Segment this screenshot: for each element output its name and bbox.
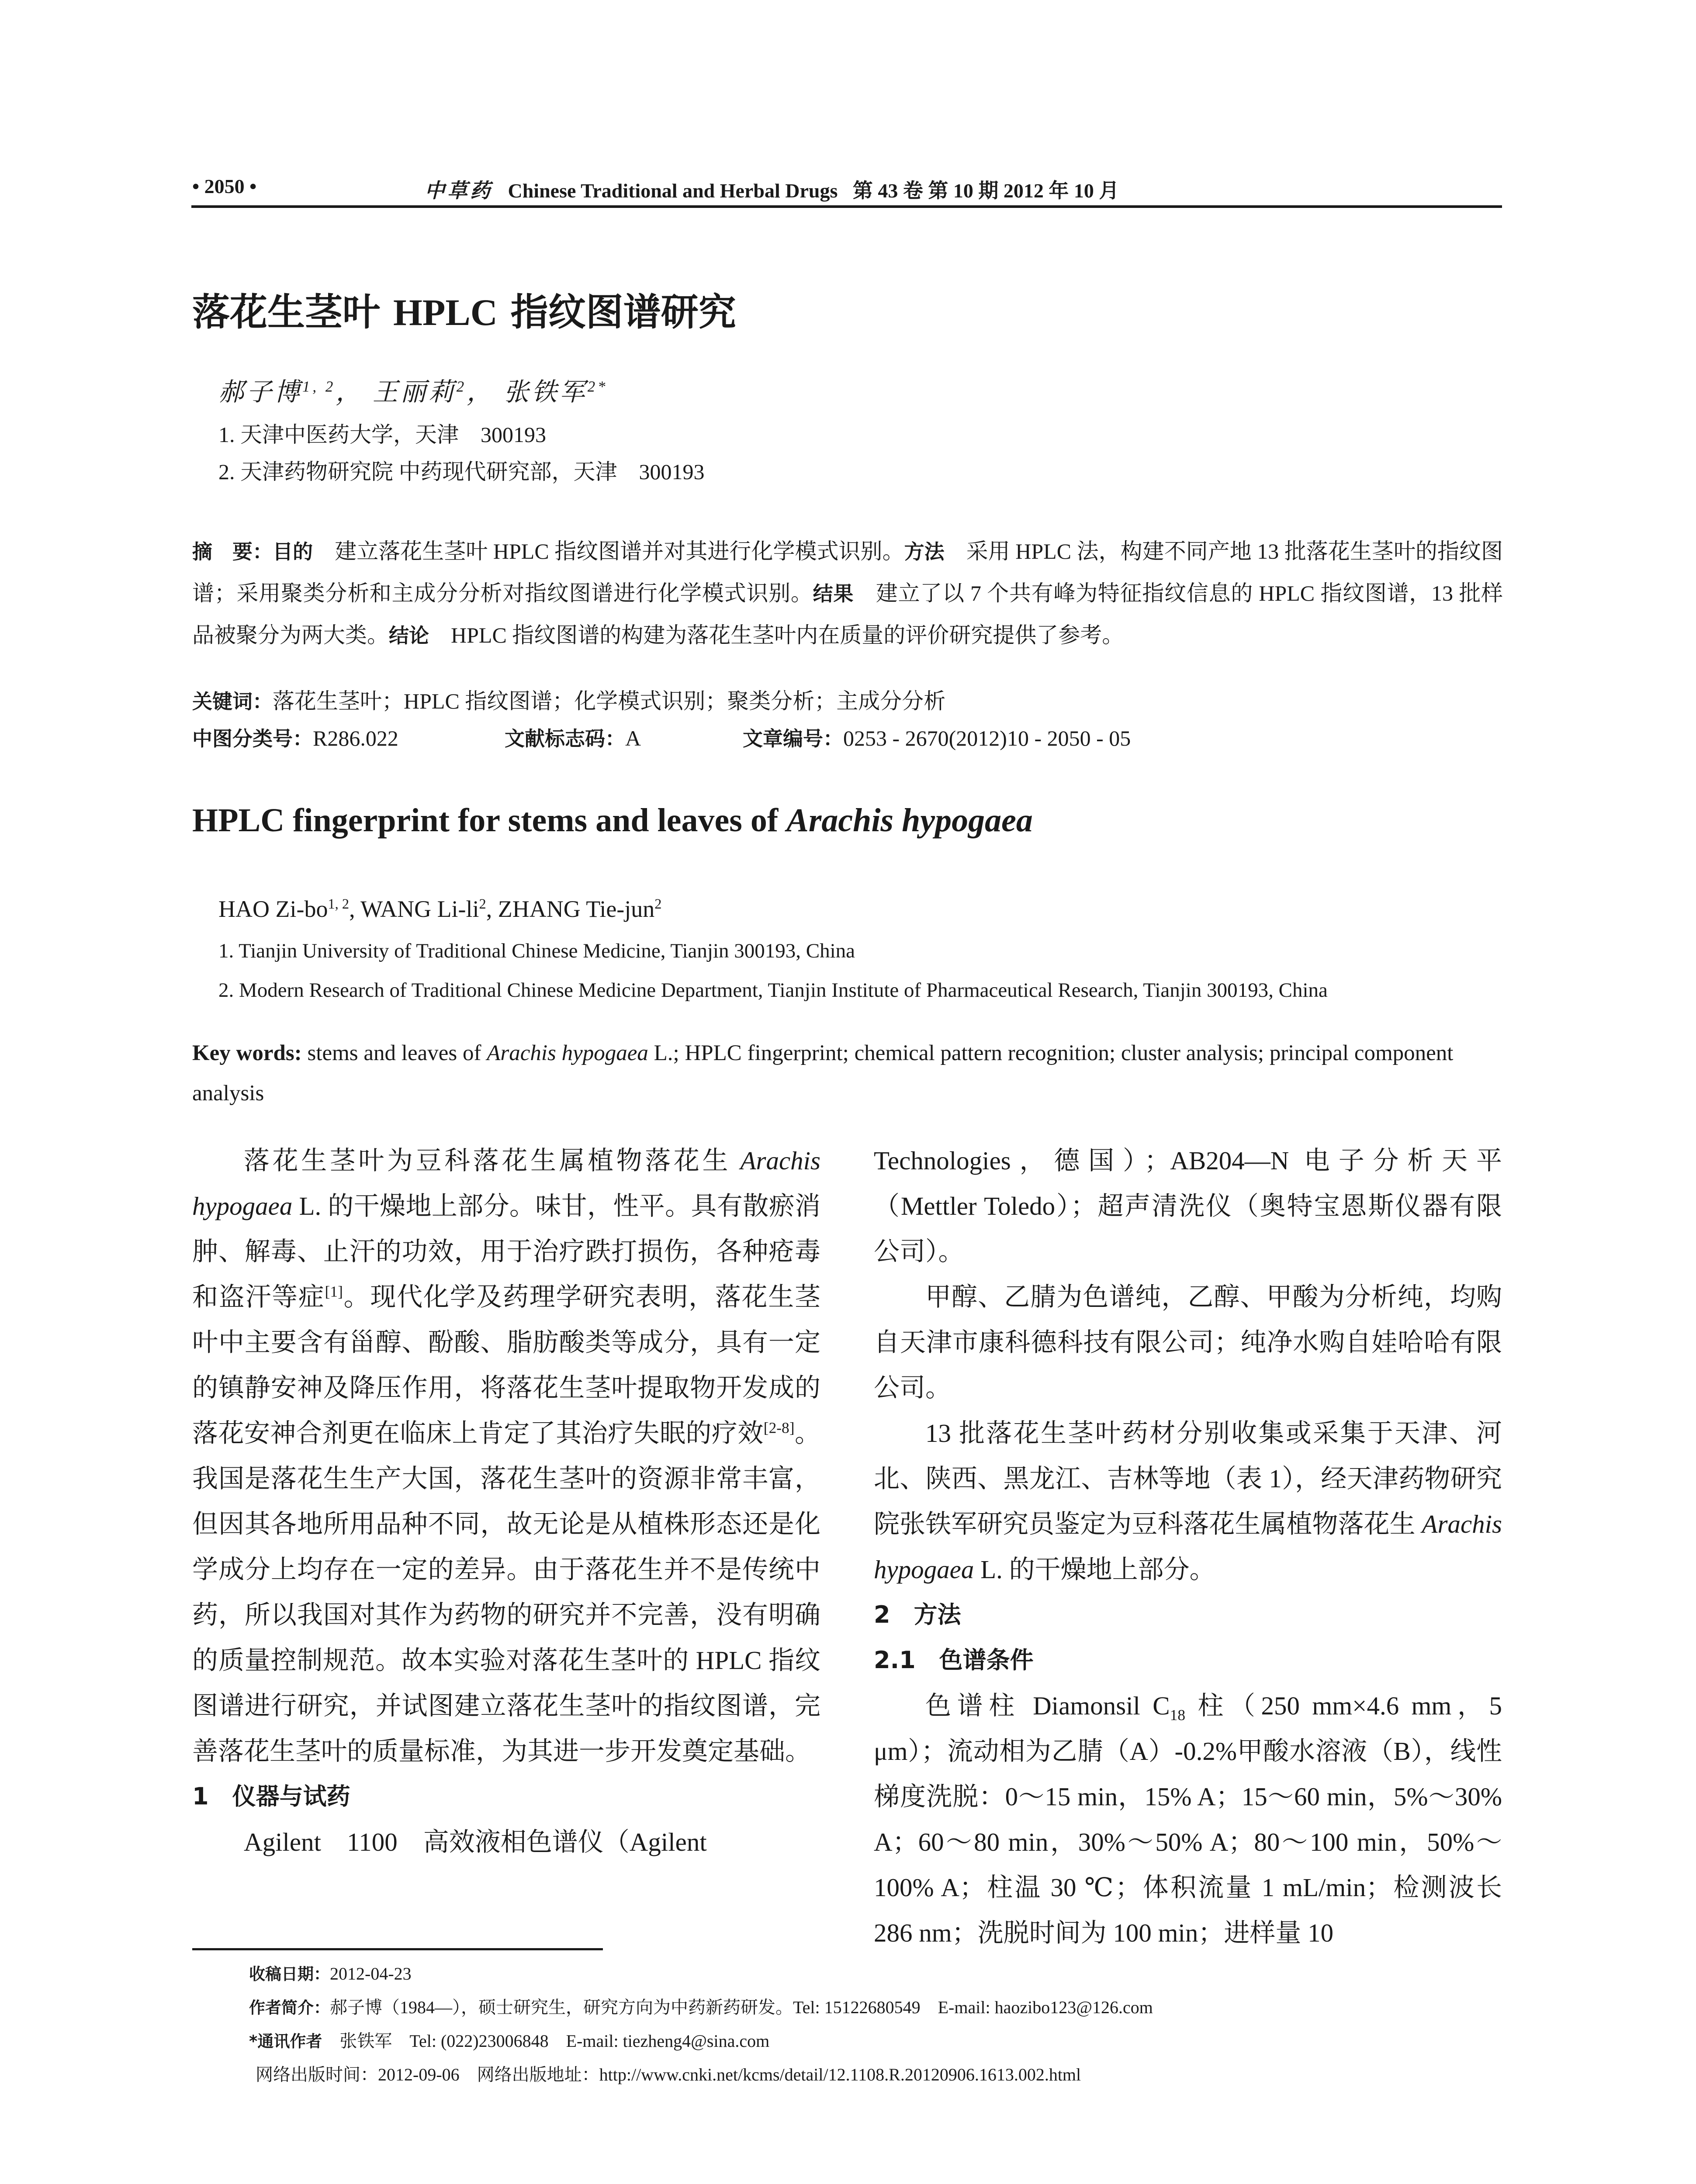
body-left-column — [192, 1138, 820, 1865]
body-right-column — [874, 1138, 1502, 1956]
footnote-rule — [192, 1948, 603, 1950]
keywords-en: Key words: stems and leaves of Arachis hypogaea L.; HPLC fingerprint; chemical pattern recognition; cluster analysis; principal component analysis — [192, 1041, 1454, 1106]
affiliation-cn-2: 2. 天津药物研究院 中药现代研究部，天津 300193 — [218, 460, 705, 484]
instruments-continued: Technologies，德国）；AB204—N 电子分析天平（Mettler Toledo）；超声清洗仪（奥特宝恩斯仪器有限公司）。 — [874, 1146, 1502, 1266]
footnote-corresponding: *通讯作者 张铁军 Tel: (022)23006848 E-mail: tiezheng4@sina.com — [249, 2031, 770, 2051]
affiliation-cn-1: 1. 天津中医药大学，天津 300193 — [218, 422, 546, 447]
reagents-paragraph: 甲醇、乙腈为色谱纯，乙醇、甲酸为分析纯，均购自天津市康科德科技有限公司；纯净水购自娃哈哈有限公司。 — [874, 1282, 1502, 1402]
keywords-cn: 关键词：落花生茎叶；HPLC 指纹图谱；化学模式识别；聚类分析；主成分分析 — [192, 689, 946, 713]
footnote-received: 收稿日期：2012-04-23 — [249, 1964, 412, 1984]
chromatography-paragraph: 色谱柱 Diamonsil $C_{18}$ 柱（250 mm×4.6 mm，5 μm）；流动相为乙腈（A）-0.2%甲酸水溶液（B），线性梯度洗脱：0～15 min，15% A；15～60 min，5%～30% A；60～80 min，30%～50% A；80～100 min，50%～100% A；柱温 30 ℃；体积流量 1 mL/min；检测波长 286 nm；洗脱时间为 100 min；进样量 10 — [874, 1691, 1502, 1947]
classification-line: 中图分类号：R286.022 — [192, 726, 398, 750]
intro-paragraph: 落花生茎叶为豆科落花生属植物落花生 Arachis hypogaea L. 的干燥地上部分。味甘，性平。具有散瘀消肿、解毒、止汗的功效，用于治疗跌打损伤，各种疮毒和盗汗等症[1]。现代化学及药理学研究表明，落花生茎叶中主要含有甾醇、酚酸、脂肪酸类等成分，具有一定的镇静安神及降压作用，将落花生茎叶提取物开发成的落花安神合剂更在临床上肯定了其治疗失眠的疗效[2-8]。我国是落花生生产大国，落花生茎叶的资源非常丰富，但因其各地所用品种不同，故无论是从植株形态还是化学成分上均存在一定的差异。由于落花生并不是传统中药，所以我国对其作为药物的研究并不完善，没有明确的质量控制规范。故本实验对落花生茎叶的 HPLC 指纹图谱进行研究，并试图建立落花生茎叶的指纹图谱，完善落花生茎叶的质量标准，为其进一步开发奠定基础。 — [192, 1146, 820, 1766]
section-heading-2-1: 2.1 色谱条件 — [874, 1646, 1034, 1674]
running-header — [425, 175, 1119, 204]
journal-issue: 第 43 卷 第 10 期 2012 年 10 月 — [852, 180, 1119, 202]
affiliation-en-1: 1. Tianjin University of Traditional Chinese Medicine, Tianjin 300193, China — [218, 940, 855, 962]
footnote-author: 作者简介：郝子博（1984—），硕士研究生，研究方向为中药新药研发。Tel: 15122680549 E-mail: haozibo123@126.com — [249, 1997, 1153, 2017]
materials-paragraph: 13 批落花生茎叶药材分别收集或采集于天津、河北、陕西、黑龙江、吉林等地（表 1），经天津药物研究院张铁军研究员鉴定为豆科落花生属植物落花生 Arachis hypogaea L. 的干燥地上部分。 — [874, 1419, 1502, 1584]
journal-name-en: Chinese Traditional and Herbal Drugs — [508, 180, 838, 202]
article-number: 文章编号：0253 - 2670(2012)10 - 2050 - 05 — [743, 726, 1131, 750]
paper-title-en: HPLC fingerprint for stems and leaves of Arachis hypogaea — [192, 802, 1033, 839]
journal-name-cn: 中草药 — [425, 180, 493, 202]
section-heading-1: 1 仪器与试药 — [192, 1783, 350, 1810]
authors-en: HAO Zi-bo$^{1, 2}$, WANG $Li-li^2$, ZHANG Tie-jun$^2$ — [218, 896, 662, 922]
document-code: 文献标志码：A — [505, 726, 641, 750]
paper-title-cn: 落花生茎叶 HPLC 指纹图谱研究 — [192, 290, 736, 334]
affiliation-en-2: 2. Modern Research of Traditional Chinese Medicine Department, Tianjin Institute of Pharmaceutical Research, Tianjin 300193, China — [218, 979, 1328, 1002]
header-rule — [191, 205, 1502, 208]
section-heading-2: 2 方法 — [874, 1601, 961, 1628]
instruments-paragraph: Agilent 1100 高效液相色谱仪（Agilent — [244, 1828, 707, 1856]
page-number: • 2050 • — [192, 175, 257, 197]
abstract-cn: 摘 要：目的 建立落花生茎叶 HPLC 指纹图谱并对其进行化学模式识别。方法 采用 HPLC 法，构建不同产地 13 批落花生茎叶的指纹图谱；采用聚类分析和主成分分析对指纹图谱进行化学模式识别。结果 建立了以 7 个共有峰为特征指纹信息的 HPLC 指纹图谱，13 批样品被聚分为两大类。结论 HPLC 指纹图谱的构建为落花生茎叶内在质量的评价研究提供了参考。 — [192, 539, 1503, 647]
footnote-online: 网络出版时间：2012-09-06 网络出版地址：http://www.cnki.net/kcms/detail/12.1108.R.20120906.1613.002.html — [256, 2065, 1081, 2084]
authors-cn: 郝子博$^{1, 2}$， 王丽莉$^2$， 张铁军$^{2*}$ — [218, 378, 608, 406]
